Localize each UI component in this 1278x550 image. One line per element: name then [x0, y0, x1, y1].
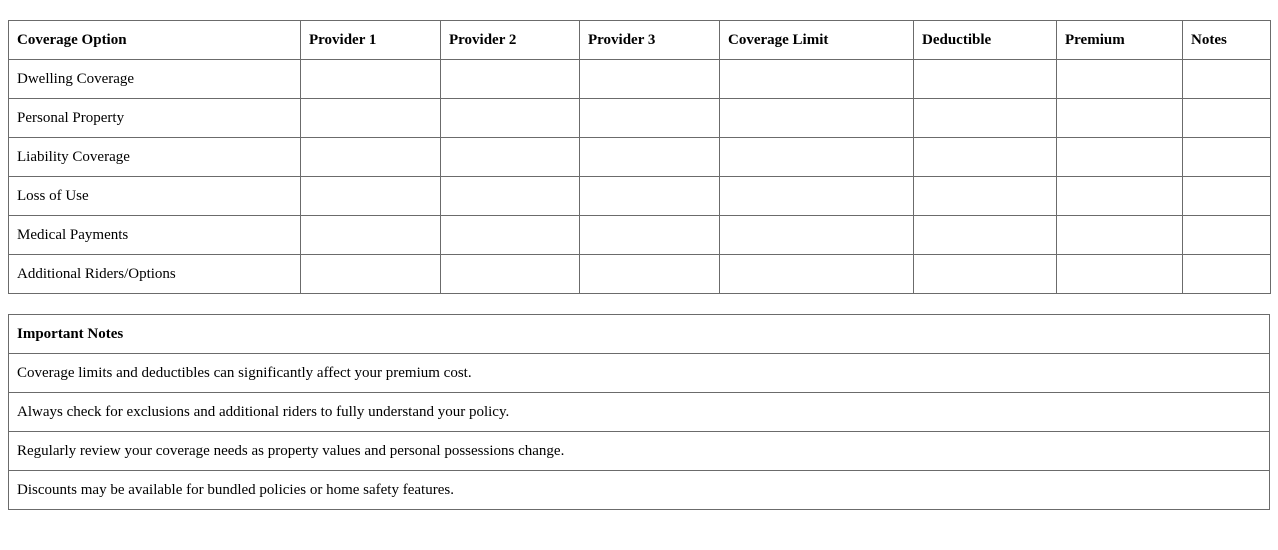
provider-2-cell	[441, 177, 580, 216]
premium-cell	[1057, 177, 1183, 216]
table-row	[9, 177, 1271, 216]
notes-cell	[1183, 138, 1271, 177]
provider-2-cell	[441, 255, 580, 294]
premium-cell	[1057, 60, 1183, 99]
provider-2-cell	[441, 60, 580, 99]
note-item: Always check for exclusions and additional riders to fully understand your policy.	[9, 393, 1270, 432]
provider-3-cell	[580, 177, 720, 216]
provider-1-cell	[301, 138, 441, 177]
provider-3-cell	[580, 255, 720, 294]
deductible-cell	[914, 216, 1057, 255]
provider-3-cell	[580, 99, 720, 138]
deductible-cell	[914, 60, 1057, 99]
provider-1-cell	[301, 255, 441, 294]
provider-3-cell	[580, 216, 720, 255]
notes-cell	[1183, 177, 1271, 216]
header-notes: Notes	[1183, 21, 1271, 60]
coverage-limit-cell	[720, 60, 914, 99]
header-coverage-limit: Coverage Limit	[720, 21, 914, 60]
table-header-row	[9, 21, 1271, 60]
coverage-limit-cell	[720, 216, 914, 255]
important-notes-table	[8, 314, 1270, 510]
coverage-option-cell: Personal Property	[9, 99, 301, 138]
notes-title: Important Notes	[9, 315, 1270, 354]
coverage-comparison-table	[8, 20, 1271, 294]
note-item: Discounts may be available for bundled policies or home safety features.	[9, 471, 1270, 510]
table-row	[9, 138, 1271, 177]
notes-header-row	[9, 315, 1270, 354]
provider-1-cell	[301, 60, 441, 99]
deductible-cell	[914, 99, 1057, 138]
provider-2-cell	[441, 216, 580, 255]
header-deductible: Deductible	[914, 21, 1057, 60]
header-provider-1: Provider 1	[301, 21, 441, 60]
table-row	[9, 255, 1271, 294]
premium-cell	[1057, 99, 1183, 138]
notes-cell	[1183, 216, 1271, 255]
coverage-limit-cell	[720, 255, 914, 294]
coverage-limit-cell	[720, 99, 914, 138]
provider-2-cell	[441, 138, 580, 177]
coverage-option-cell: Loss of Use	[9, 177, 301, 216]
notes-cell	[1183, 60, 1271, 99]
header-coverage-option: Coverage Option	[9, 21, 301, 60]
deductible-cell	[914, 255, 1057, 294]
note-row	[9, 471, 1270, 510]
provider-1-cell	[301, 99, 441, 138]
note-row	[9, 432, 1270, 471]
coverage-option-cell: Dwelling Coverage	[9, 60, 301, 99]
notes-cell	[1183, 255, 1271, 294]
premium-cell	[1057, 138, 1183, 177]
provider-1-cell	[301, 216, 441, 255]
table-row	[9, 60, 1271, 99]
note-item: Regularly review your coverage needs as property values and personal possessions change.	[9, 432, 1270, 471]
header-premium: Premium	[1057, 21, 1183, 60]
table-row	[9, 216, 1271, 255]
deductible-cell	[914, 177, 1057, 216]
header-provider-2: Provider 2	[441, 21, 580, 60]
coverage-option-cell: Liability Coverage	[9, 138, 301, 177]
notes-cell	[1183, 99, 1271, 138]
provider-3-cell	[580, 60, 720, 99]
provider-1-cell	[301, 177, 441, 216]
deductible-cell	[914, 138, 1057, 177]
header-provider-3: Provider 3	[580, 21, 720, 60]
coverage-option-cell: Medical Payments	[9, 216, 301, 255]
premium-cell	[1057, 216, 1183, 255]
provider-2-cell	[441, 99, 580, 138]
table-row	[9, 99, 1271, 138]
note-row	[9, 354, 1270, 393]
coverage-limit-cell	[720, 177, 914, 216]
premium-cell	[1057, 255, 1183, 294]
coverage-limit-cell	[720, 138, 914, 177]
note-item: Coverage limits and deductibles can significantly affect your premium cost.	[9, 354, 1270, 393]
note-row	[9, 393, 1270, 432]
coverage-option-cell: Additional Riders/Options	[9, 255, 301, 294]
provider-3-cell	[580, 138, 720, 177]
